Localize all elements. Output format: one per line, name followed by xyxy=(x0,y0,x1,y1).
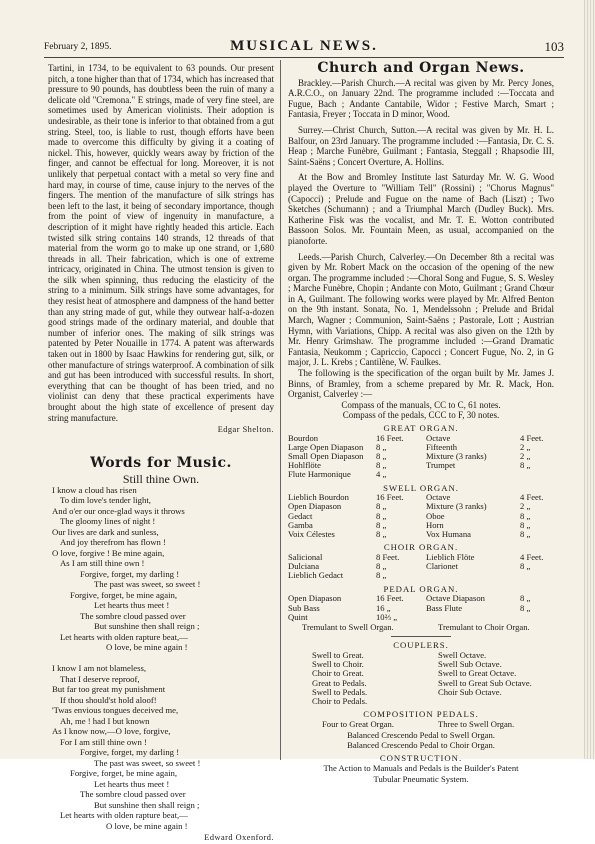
composition-swell: Three to Swell Organ. xyxy=(438,718,515,729)
stop-name: Gamba xyxy=(288,519,313,530)
poem-line: The gloomy lines of night ! xyxy=(60,516,156,527)
poem-line: 'Twas envious tongues deceived me, xyxy=(52,705,179,716)
stop-name: Octave Diapason xyxy=(426,593,485,604)
couplers-list xyxy=(288,651,554,707)
section-heading: Words for Music. xyxy=(90,454,232,471)
poem-line: Ah, me ! had I but known xyxy=(60,715,150,726)
poem-line: As I know now,—O love, forgive, xyxy=(52,726,171,737)
pedal-organ-heading: PEDAL ORGAN. xyxy=(383,583,459,594)
header-title: MUSICAL NEWS. xyxy=(230,38,378,54)
stop-name: Large Open Diapason xyxy=(288,441,364,452)
stop-pitch: 2 „ xyxy=(520,441,531,452)
tremulants xyxy=(288,623,554,633)
poem-line: Forgive, forget, be mine again, xyxy=(70,589,178,600)
poem-title: Still thine Own. xyxy=(122,472,200,487)
stop-name: Mixture (3 ranks) xyxy=(426,501,487,512)
poem-line: The past was sweet, so sweet ! xyxy=(94,579,201,590)
stop-name: Bourdon xyxy=(288,432,319,443)
stop-pitch: 16 Feet. xyxy=(376,492,404,503)
stop-pitch: 8 „ xyxy=(376,528,387,539)
swell-organ-heading: SWELL ORGAN. xyxy=(383,482,459,493)
coupler-item: Choir to Pedals. xyxy=(312,695,368,706)
stop-pitch: 4 Feet. xyxy=(520,492,544,503)
stop-pitch: 2 „ xyxy=(520,501,531,512)
poem-line: And joy therefrom has flown ! xyxy=(60,537,166,548)
poem-line: Let hearts thus meet ! xyxy=(94,600,170,611)
stop-pitch: 16 Feet. xyxy=(376,432,404,443)
stop-pitch: 8 Feet. xyxy=(376,551,400,562)
swell-organ-stops xyxy=(288,493,554,540)
poem-line: Forgive, forget, be mine again, xyxy=(70,768,178,779)
poem-line xyxy=(48,653,274,664)
poem-author: Edward Oxenford. xyxy=(204,833,274,843)
stop-pitch: 8 „ xyxy=(376,560,387,571)
stop-name: Open Diapason xyxy=(288,501,342,512)
tremulant-swell: Tremulant to Swell Organ. xyxy=(302,622,394,633)
section-heading: Church and Organ News. xyxy=(317,60,525,76)
coupler-item: Swell Octave. xyxy=(438,649,487,660)
divider xyxy=(391,636,451,637)
poem-line: Forgive, forget, my darling ! xyxy=(80,747,180,758)
stop-pitch: 8 „ xyxy=(376,450,387,461)
poem-line: For I am still thine own ! xyxy=(60,736,147,747)
poem-line: Our lives are dark and sunless, xyxy=(52,526,159,537)
couplers-heading: COUPLERS. xyxy=(393,640,449,651)
choir-organ-stops xyxy=(288,553,554,582)
stop-pitch: 8 „ xyxy=(520,510,531,521)
construction-text: The Action to Manuals and Pedals is the Builder's Patent Tubular Pneumatic System. xyxy=(323,763,519,784)
stop-pitch: 8 „ xyxy=(376,510,387,521)
coupler-item: Swell Sub Octave. xyxy=(438,659,502,670)
stop-pitch: 8 „ xyxy=(520,560,531,571)
stop-pitch: 8 „ xyxy=(376,441,387,452)
composition-heading: COMPOSITION PEDALS. xyxy=(363,708,479,719)
stop-name: Lieblich Gedact xyxy=(288,570,344,581)
left-column xyxy=(48,63,274,844)
poem-line: Let hearts with olden rapture beat,— xyxy=(60,810,188,821)
stop-name: Octave xyxy=(426,492,451,503)
stop-name: Oboe xyxy=(426,510,445,521)
page-edge xyxy=(584,0,595,759)
coupler-item: Swell to Choir. xyxy=(312,659,364,670)
poem-line: Let hearts with olden rapture beat,— xyxy=(60,631,188,642)
poem-line: If thou should'st hold aloof! xyxy=(60,694,157,705)
stop-pitch: 2 „ xyxy=(520,450,531,461)
stop-name: Bass Flute xyxy=(426,602,463,613)
choir-organ-heading: CHOIR ORGAN. xyxy=(383,542,459,553)
poem-line: I know I am not blameless, xyxy=(52,663,147,674)
article-signature: Edgar Shelton. xyxy=(217,425,274,435)
stop-name: Fifteenth xyxy=(426,441,458,452)
composition-great: Four to Great Organ. xyxy=(322,718,394,729)
stop-pitch: 8 „ xyxy=(376,501,387,512)
poem xyxy=(48,485,274,832)
great-organ-stops xyxy=(288,434,554,481)
poem-line: But far too great my punishment xyxy=(52,684,166,695)
stop-pitch: 8 „ xyxy=(520,460,531,471)
stop-pitch: 4 Feet. xyxy=(520,551,544,562)
news-item: Brackley.—Parish Church.—A recital was given by Mr. Percy Jones, A.R.C.O., on January 22nd. The programme included :—Toccata and Fugue, Bach ; Andante Cantabile, Widor ; Festive March, Smart ; Fantasia, Freyer ; Toccata in D minor, Wood. xyxy=(288,77,554,120)
coupler-item: Great to Pedals. xyxy=(312,677,367,688)
poem-line: The sombre cloud passed over xyxy=(80,789,186,800)
news-item: The following is the specification of the organ built by Mr. James J. Binns, of Bramley, from a scheme prepared by Mr. R. Mack, Hon. Organist, Calverley :— xyxy=(288,368,554,400)
stop-pitch: 16 Feet. xyxy=(376,593,404,604)
stop-pitch: 4 „ xyxy=(376,469,387,480)
header-date: February 2, 1895. xyxy=(44,42,112,52)
tremulant-choir: Tremulant to Choir Organ. xyxy=(438,622,530,633)
coupler-item: Swell to Great Octave. xyxy=(438,668,517,679)
stop-name: Sub Bass xyxy=(288,602,320,613)
coupler-item: Swell to Great Sub Octave. xyxy=(438,677,532,688)
composition-pedals xyxy=(288,720,554,730)
stop-name: Dulciana xyxy=(288,560,320,571)
poem-line: And o'er our once-glad ways it throws xyxy=(52,505,185,516)
poem-line: That I deserve reproof, xyxy=(60,673,140,684)
stop-pitch: 8 „ xyxy=(376,519,387,530)
poem-line: But sunshine then shall reign ; xyxy=(94,621,200,632)
stop-name: Hohlflöte xyxy=(288,460,321,471)
stop-pitch: 8 „ xyxy=(520,519,531,530)
stop-pitch: 8 „ xyxy=(376,570,387,581)
stop-name: Clarionet xyxy=(426,560,458,571)
poem-line: The sombre cloud passed over xyxy=(80,610,186,621)
stop-pitch: 4 Feet. xyxy=(520,432,544,443)
great-organ-heading: GREAT ORGAN. xyxy=(383,423,459,433)
stop-name: Lieblich Flöte xyxy=(426,551,475,562)
stop-name: Open Diapason xyxy=(288,593,342,604)
stop-name: Horn xyxy=(426,519,444,530)
news-item: Leeds.—Parish Church, Calverley.—On December 8th a recital was given by Mr. Robert Mack on the occasion of the opening of the new organ. The programme included :—Choral Song and Fugue, S. S. Wesley ; Marche Funèbre, Chopin ; Andante con Moto, Guilmant ; Grand Chœur in A, Guilmant. The following works were played by Mr. Alfred Benton on the 9th instant. Sonata, No. 1, Mendelssohn ; Prelude and Bridal March, Wagner ; Communion, Saint-Saëns ; Pastorale, Lott ; Austrian Hymn, with Variations, Chipp. A recital was also given on the 12th by Mr. Henry Grimshaw. The programme included :—Grand Dramatic Fantasia, Neukomm ; Capriccio, Capocci ; Concert Fugue, No. 2, in G major, J. L. Krebs ; Cantilène, W. Faulkes. xyxy=(288,251,554,368)
stop-name: Trumpet xyxy=(426,460,456,471)
coupler-item: Swell to Great. xyxy=(312,649,364,660)
poem-line: Let hearts thus meet ! xyxy=(94,778,170,789)
compass-pedals: Compass of the pedals, CCC to F, 30 notes. xyxy=(342,410,500,421)
coupler-item: Swell to Pedals. xyxy=(312,686,368,697)
stop-pitch: 8 „ xyxy=(376,460,387,471)
stop-name: Lieblich Bourdon xyxy=(288,492,349,503)
stop-name: Gedact xyxy=(288,510,313,521)
right-column xyxy=(288,60,554,785)
news-item: At the Bow and Bromley Institute last Saturday Mr. W. G. Wood played the Overture to "William Tell" (Rossini) ; "Chorus Magnus" (Capocci) ; Prelude and Fugue on the name of Bach (Liszt) ; Two Sketches (Schumann) ; and a Triumphal March (Dudley Buck). Mrs. Katherine Fisk was the vocalist, and Mr. T. E. Wotton contributed Bassoon Solos. Mr. Fountain Meen, as usual, accompanied on the pianoforte. xyxy=(288,172,554,246)
news-item: Surrey.—Christ Church, Sutton.—A recital was given by Mr. H. L. Balfour, on 23rd January. The programme included :—Fantasia, Dr. C. S. Heap ; Marche Funèbre, Guilmant ; Fantasia, Steggall ; Rhapsodie III, Saint-Saëns ; Concert Overture, A. Hollins. xyxy=(288,124,554,167)
stop-name: Salicional xyxy=(288,551,323,562)
stop-pitch: 8 „ xyxy=(520,593,531,604)
page-header xyxy=(44,38,564,54)
stop-pitch: 16 „ xyxy=(376,602,391,613)
poem-line: The past was sweet, so sweet ! xyxy=(94,757,201,768)
poem-line: Forgive, forget, my darling ! xyxy=(80,568,180,579)
stop-name: Vox Humana xyxy=(426,528,471,539)
page-number: 103 xyxy=(544,39,564,54)
poem-line: As I am still thine own ! xyxy=(60,558,145,569)
poem-line: To dim love's tender light, xyxy=(60,495,151,506)
poem-line: O love, forgive ! Be mine again, xyxy=(52,547,165,558)
poem-line: But sunshine then shall reign ; xyxy=(94,799,200,810)
stop-name: Octave xyxy=(426,432,451,443)
balanced-swell: Balanced Crescendo Pedal to Swell Organ. xyxy=(347,729,495,740)
stop-name: Voix Célestes xyxy=(288,528,335,539)
balanced-choir: Balanced Crescendo Pedal to Choir Organ. xyxy=(347,740,495,751)
stop-name: Small Open Diapason xyxy=(288,450,364,461)
compass-manuals: Compass of the manuals, CC to C, 61 notes. xyxy=(341,399,501,410)
stop-pitch: 8 „ xyxy=(520,602,531,613)
stop-name: Quint xyxy=(288,611,308,622)
coupler-item: Choir to Great. xyxy=(312,668,364,679)
pedal-organ-stops xyxy=(288,594,554,623)
poem-line: O love, be mine again ! xyxy=(106,820,188,831)
article-paragraph: Tartini, in 1734, to be equivalent to 63 pounds. Our present pitch, a tone higher than that of 1734, which has increased that pressure to 90 pounds, has doubtless been the ruin of many a delicate old "Cremona." E strings, made of very fine steel, are sometimes used by American violinists. Their adoption is undesirable, as their tone is inferior to that obtained from a gut string. Steel, too, is liable to rust, though efforts have been made to overcome this difficulty by giving it a coating of nickel. This, however, quickly wears away by friction of the finger, and cannot be effectual for long. Moreover, it is not unlikely that perpetual contact with a metal so very fine and hard may, in course of time, cause injury to the nerves of the fingers. The mention of the manufacture of silk strings has been left to the last, it being of secondary importance, though from the point of view of ingenuity in manufacture, a description of it might have rightly headed this article. Each twisted silk string contains 140 strands, 12 threads of that material from the worm go to make up one strand, or 1,680 threads in all. Their fabrication, which is one of extreme intricacy, originated in China. The utmost tension is given to the silk when spinning, thus reducing the elasticity of the string to a minimum. Silk strings have some advantages, for they resist heat of atmosphere and dampness of the hand better than any string made of gut, while they outwear half-a-dozen good strings made of the ordinary material, and double that number of inferior ones. The making of silk strings was patented by Peter Nouaille in 1774. A patent was afterwards taken out in 1800 by Isaac Hawkins for rendering gut, silk, or other manufacture of strings waterproof. A combination of silk and gut has been introduced with successful results. In short, everything that can be thought of has been tried, and no violinist can deny that these practical experiments have brought about the high state of excellence of present day string manufacture. xyxy=(48,63,274,423)
construction-heading: CONSTRUCTION. xyxy=(379,752,463,763)
coupler-item: Choir Sub Octave. xyxy=(438,686,502,697)
stop-name: Mixture (3 ranks) xyxy=(426,450,487,461)
column-rule xyxy=(280,60,281,760)
stop-name: Flute Harmonique xyxy=(288,469,351,480)
header-rule xyxy=(44,57,564,58)
poem-line: O love, be mine again ! xyxy=(106,642,188,653)
stop-pitch: 8 „ xyxy=(520,528,531,539)
poem-line: I know a cloud has risen xyxy=(52,484,137,495)
stop-pitch: 10⅔ „ xyxy=(376,611,398,622)
